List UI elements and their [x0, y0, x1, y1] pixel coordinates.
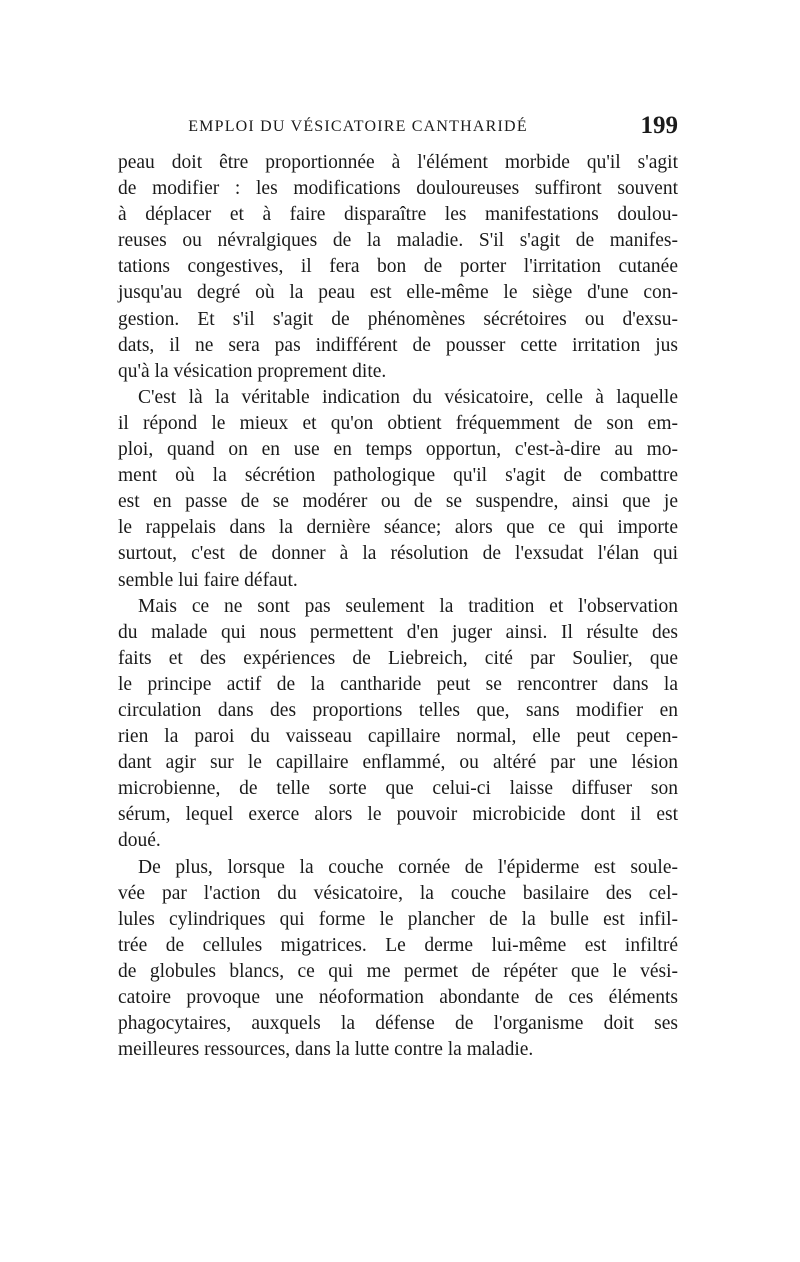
- text-line: du malade qui nous permettent d'en juger ainsi. Il résulte des: [118, 621, 678, 643]
- text-line: sérum, lequel exerce alors le pouvoir microbicide dont il est: [118, 804, 678, 826]
- text-line: De plus, lorsque la couche cornée de l'épiderme est soule-: [138, 856, 678, 878]
- text-line: il répond le mieux et qu'on obtient fréquemment de son em-: [118, 412, 678, 434]
- text-line: lules cylindriques qui forme le plancher de la bulle est infil-: [118, 908, 678, 930]
- text-line: de modifier : les modifications douloureuses suffiront souvent: [118, 178, 678, 200]
- text-line: le principe actif de la cantharide peut se rencontrer dans la: [118, 673, 678, 695]
- running-title: EMPLOI DU VÉSICATOIRE CANTHARIDÉ: [188, 118, 528, 135]
- text-line: microbienne, de telle sorte que celui-ci laisse diffuser son: [118, 778, 678, 800]
- paragraph-4: [118, 855, 678, 1064]
- text-line: rien la paroi du vaisseau capillaire normal, elle peut cepen-: [118, 726, 678, 748]
- text-line: catoire provoque une néoformation abondante de ces éléments: [118, 987, 678, 1008]
- text-line: peau doit être proportionnée à l'élément morbide qu'il s'agit: [118, 152, 678, 173]
- text-line: faits et des expériences de Liebreich, cité par Soulier, que: [118, 647, 678, 669]
- text-line: surtout, c'est de donner à la résolution de l'exsudat l'élan qui: [118, 543, 678, 565]
- text-line: reuses ou névralgiques de la maladie. S'il s'agit de manifes-: [118, 230, 678, 252]
- text-line: dant agir sur le capillaire enflammé, ou altéré par une lésion: [118, 752, 678, 774]
- text-line: le rappelais dans la dernière séance; alors que ce qui importe: [118, 517, 678, 539]
- text-line: meilleures ressources, dans la lutte contre la maladie.: [118, 1039, 534, 1061]
- text-line: vée par l'action du vésicatoire, la couche basilaire des cel-: [118, 882, 678, 904]
- text-line: à déplacer et à faire disparaître les manifestations doulou-: [118, 204, 678, 226]
- paragraph-1: [118, 150, 678, 385]
- text-line: trée de cellules migatrices. Le derme lui-même est infiltré: [118, 934, 678, 956]
- text-line: est en passe de se modérer ou de se suspendre, ainsi que je: [118, 491, 678, 513]
- body-text: [118, 150, 678, 1063]
- paragraph-3: [118, 594, 678, 855]
- text-line: dats, il ne sera pas indifférent de pousser cette irritation jus: [118, 334, 678, 356]
- paragraph-2: [118, 385, 678, 594]
- text-line: qu'à la vésication proprement dite.: [118, 360, 387, 382]
- text-line: gestion. Et s'il s'agit de phénomènes sécrétoires ou d'exsu-: [118, 308, 678, 330]
- page-number: 199: [640, 112, 678, 139]
- text-line: doué.: [118, 830, 161, 852]
- text-line: semble lui faire défaut.: [118, 569, 298, 591]
- text-line: ment où la sécrétion pathologique qu'il s'agit de combattre: [118, 465, 678, 487]
- text-line: ploi, quand on en use en temps opportun, c'est-à-dire au mo-: [118, 439, 678, 461]
- text-line: Mais ce ne sont pas seulement la tradition et l'observation: [138, 595, 678, 617]
- text-line: C'est là la véritable indication du vésicatoire, celle à laquelle: [138, 386, 678, 408]
- text-line: de globules blancs, ce qui me permet de répéter que le vési-: [118, 960, 678, 982]
- text-line: jusqu'au degré où la peau est elle-même le siège d'une con-: [118, 282, 678, 304]
- text-line: circulation dans des proportions telles que, sans modifier en: [118, 699, 678, 721]
- text-line: tations congestives, il fera bon de porter l'irritation cutanée: [118, 256, 678, 278]
- text-line: phagocytaires, auxquels la défense de l'organisme doit ses: [118, 1013, 678, 1035]
- running-head: [118, 112, 678, 142]
